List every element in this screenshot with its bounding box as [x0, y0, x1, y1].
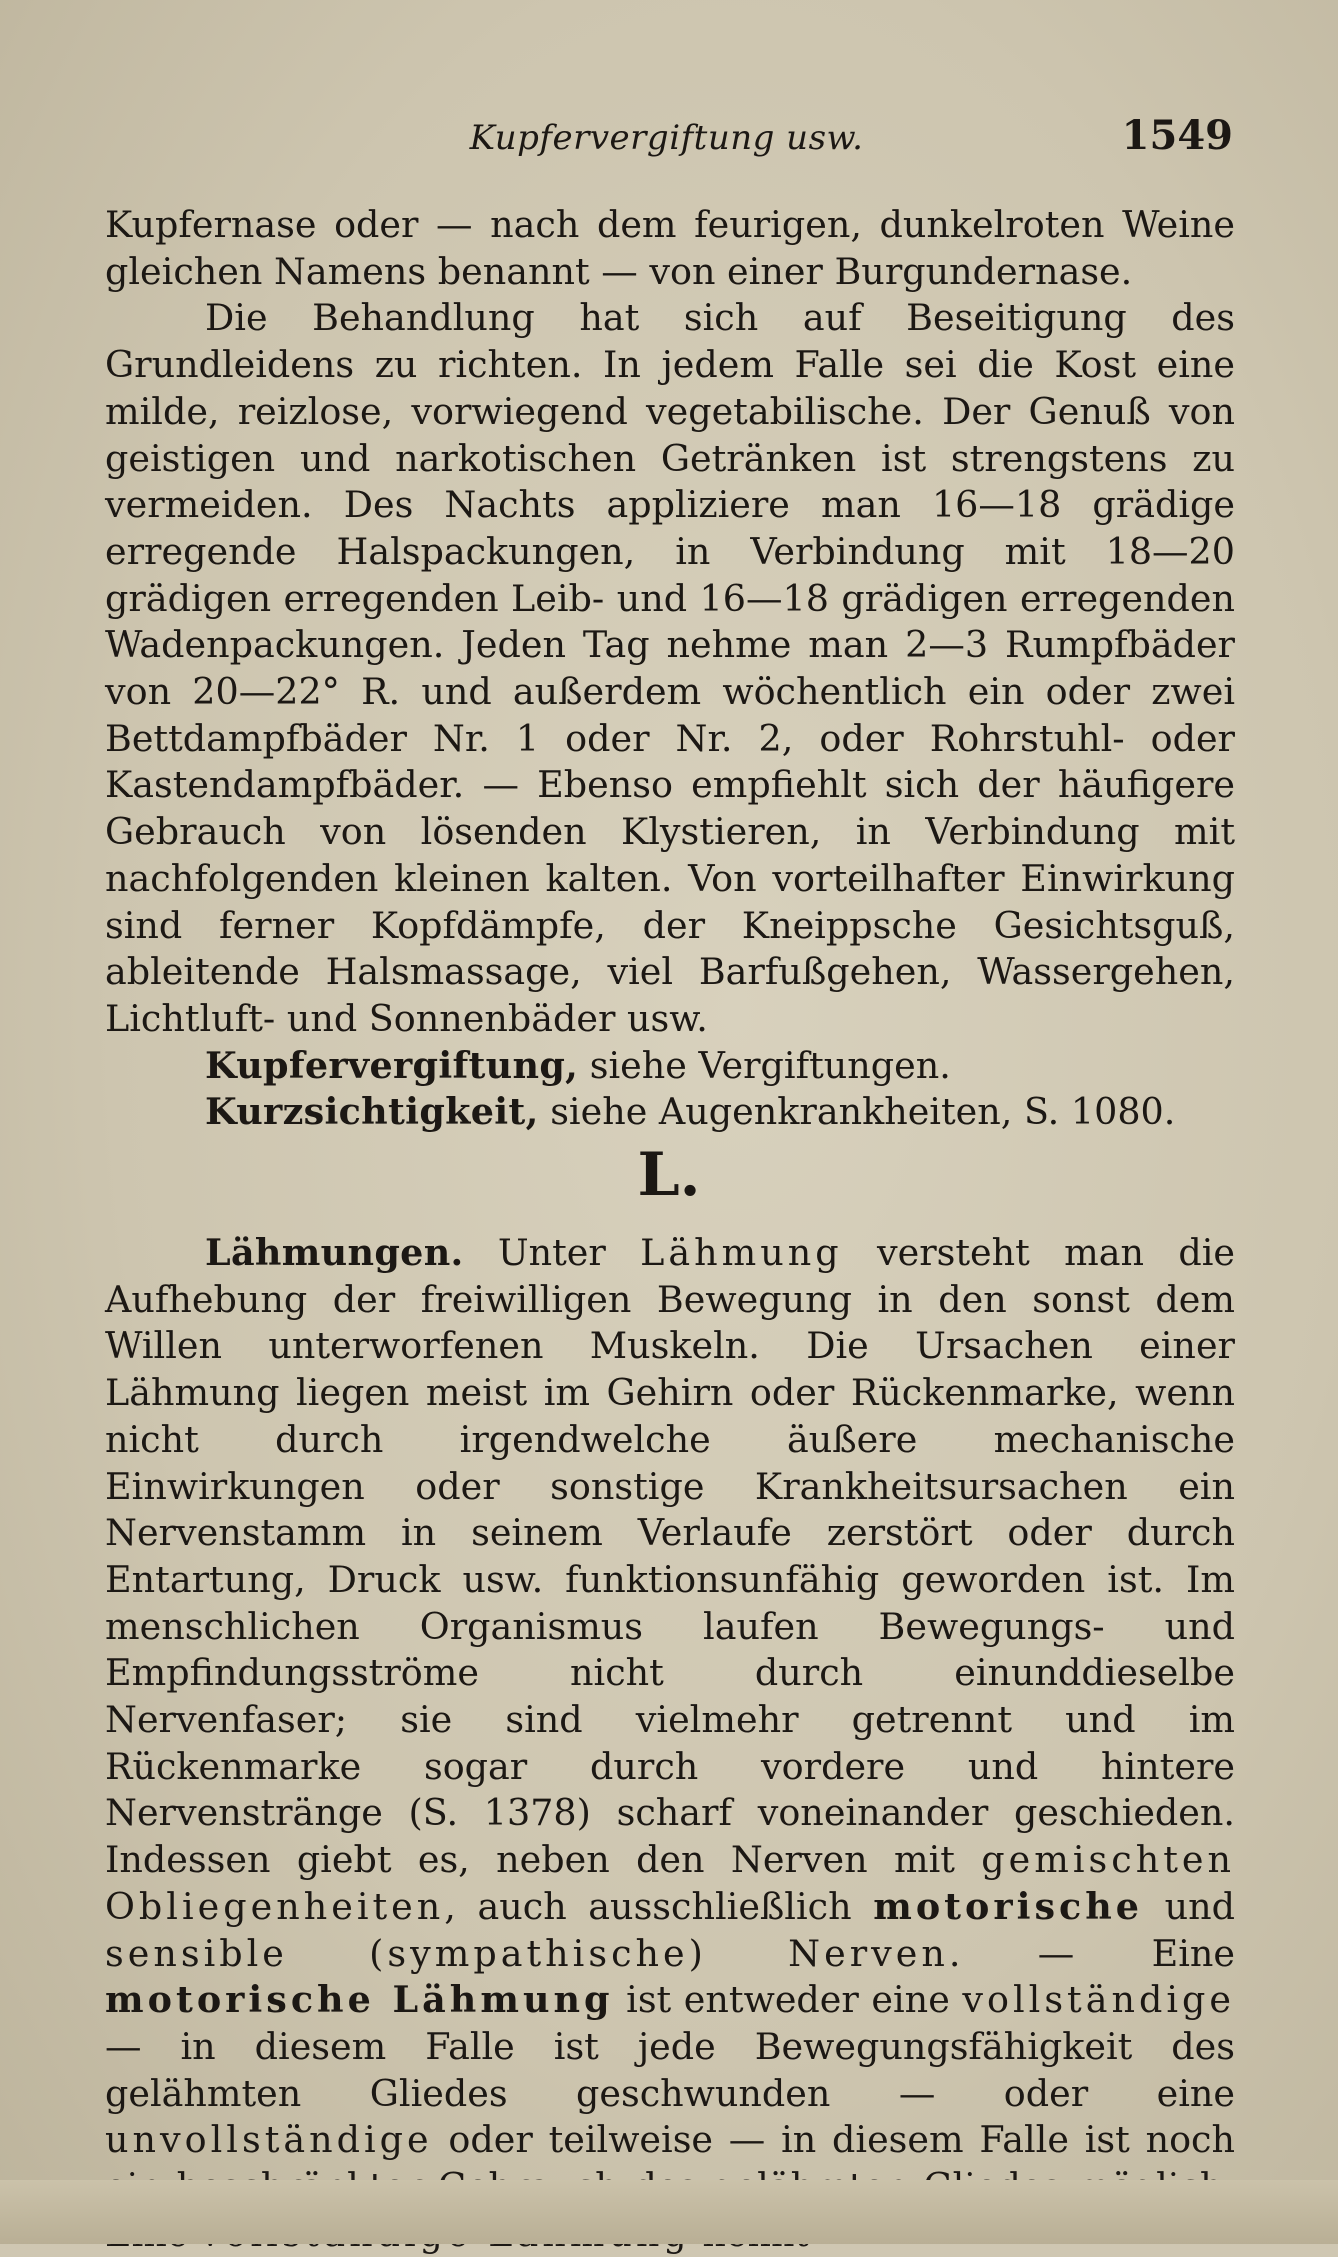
emphasis-unvollstaendige: unvollständige: [105, 2118, 433, 2162]
running-title: Kupfervergiftung usw.: [469, 118, 864, 158]
page-header: [100, 112, 1233, 162]
text-run: Unter: [463, 1231, 641, 1274]
page-number: 1549: [1121, 112, 1233, 159]
text-block-kupfernase: [105, 202, 1235, 1136]
entry-term-laehmungen: Lähmungen.: [205, 1231, 464, 1274]
text-run: , auch ausschließlich: [444, 1884, 874, 1928]
text-run: — in diesem Falle ist jede Bewegungsfähigkeit des gelähmten Gliedes geschwunden — oder eine: [105, 2024, 1235, 2115]
paragraph-laehmungen: [105, 1230, 1235, 2257]
paragraph-kupfernase: Kupfernase oder — nach dem feurigen, dunkelroten Weine gleichen Namens benannt — von einer Burgundernase.: [105, 203, 1235, 293]
text-run: ist entweder eine: [613, 1978, 963, 2022]
text-run: versteht man die Aufhebung der freiwilligen Bewegung in den sonst dem Willen unterworfenen Muskeln. Die Ursachen einer Lähmung liegen meist im Gehirn oder Rückenmarke, wenn nicht durch irgendwelche äußere mechanische Einwirkungen oder sonstige Krankheitsursachen ein Nervenstamm in seinem Verlaufe zerstört oder durch Entartung, Druck usw. funktionsunfähig geworden ist. Im menschlichen Organismus laufen Bewegungs- und Empfindungsströme nicht durch einunddieselbe Nervenfaser; sie sind vielmehr getrennt und im Rückenmarke sogar durch vordere und hintere Nervenstränge (S. 1378) scharf voneinander geschieden. Indessen giebt es, neben den Nerven mit: [105, 1231, 1235, 1882]
emphasis-motorische: motorische: [873, 1884, 1144, 1928]
page-bottom-shadow: [0, 2180, 1338, 2244]
entry-term-kurzsichtigkeit: Kurzsichtigkeit,: [205, 1090, 539, 1134]
emphasis-motorische-laehmung: motorische Lähmung: [105, 1978, 614, 2022]
emphasis-sensible-nerven: sensible (sympathische) Nerven: [105, 1931, 949, 1975]
entry-term-kupfervergiftung: Kupfervergiftung,: [205, 1043, 579, 1087]
emphasis-gemischten-obliegenheiten: gemischten Obliegenheiten: [105, 1838, 1235, 1928]
paragraph-behandlung: Die Behandlung hat sich auf Beseitigung des Grundleidens zu richten. In jedem Falle sei die Kost eine milde, reizlose, vorwiegend vegetabilische. Der Genuß von geistigen und narkotischen Getränken ist strengstens zu vermeiden. Des Nachts appliziere man 16—18 grädige erregende Halspackungen, in Verbindung mit 18—20 grädigen erregenden Leib- und 16—18 grädigen erregenden Wadenpackungen. Jeden Tag nehme man 2—3 Rumpfbäder von 20—22° R. und außerdem wöchentlich ein oder zwei Bettdampfbäder Nr. 1 oder Nr. 2, oder Rohrstuhl- oder Kastendampfbäder. — Ebenso empfiehlt sich der häufigere Gebrauch von lösenden Klystieren, in Verbindung mit nachfolgenden kleinen kalten. Von vorteilhafter Einwirkung sind ferner Kopfdämpfe, der Kneippsche Gesichtsguß, ableitende Halsmassage, viel Barfußgehen, Wassergehen, Lichtluft- und Sonnenbäder usw.: [105, 296, 1235, 1040]
entry-kurzsichtigkeit: [105, 1089, 1235, 1136]
text-run: und: [1143, 1884, 1235, 1928]
text-run: . — Eine: [948, 1931, 1235, 1975]
entry-reference-kurzsichtigkeit: siehe Augenkrankheiten, S. 1080.: [538, 1090, 1176, 1134]
section-letter-heading: L.: [637, 1140, 701, 1210]
emphasis-vollstaendige: vollständige: [962, 1978, 1235, 2022]
entry-reference-kupfervergiftung: siehe Vergiftungen.: [578, 1043, 951, 1087]
emphasis-laehmung: Lähmung: [640, 1231, 843, 1274]
text-block-laehmungen: [105, 1230, 1235, 2257]
text-run: oder teilweise — in diesem Falle ist noch: [448, 2118, 1235, 2162]
entry-kupfervergiftung: [105, 1043, 1235, 1090]
